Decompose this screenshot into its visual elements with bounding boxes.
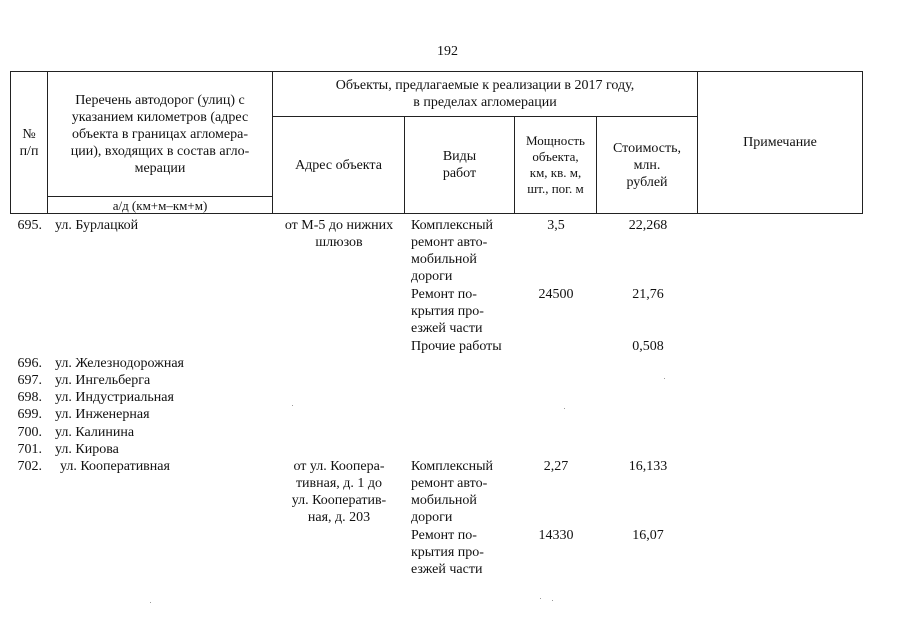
header-works: Виды работ — [442, 149, 477, 181]
object-address: от ул. Коопера- тивная, д. 1 до ул. Кооператив- ная, д. 203 — [291, 459, 387, 525]
street-name: ул. Калинина — [55, 425, 135, 440]
capacity-value: 2,27 — [543, 459, 569, 474]
street-name: ул. Ингельберга — [55, 373, 151, 388]
row-number: 700. — [17, 425, 42, 440]
scan-speck — [664, 378, 665, 379]
header-note: Примечание — [743, 135, 817, 150]
cost-value: 21,76 — [632, 287, 664, 302]
street-name: ул. Кирова — [55, 442, 119, 457]
street-name: ул. Кооперативная — [60, 459, 170, 474]
capacity-value: 14330 — [538, 528, 574, 543]
cost-value: 22,268 — [628, 218, 668, 233]
street-name: ул. Железнодорожная — [55, 356, 185, 371]
object-address: от М-5 до нижних шлюзов — [284, 218, 394, 250]
cost-value: 16,07 — [632, 528, 664, 543]
scan-speck — [150, 602, 151, 603]
header-cost: Стоимость, млн. рублей — [612, 140, 681, 190]
row-number: 698. — [17, 390, 42, 405]
header-right-border — [862, 71, 863, 214]
row-number: 701. — [17, 442, 42, 457]
street-name: ул. Инженерная — [55, 407, 150, 422]
work-type: Ремонт по- крытия про- езжей части — [411, 287, 484, 336]
header-num: № п/п — [19, 126, 39, 159]
row-number: 702. — [17, 459, 42, 474]
work-type: Ремонт по- крытия про- езжей части — [411, 528, 484, 577]
cost-value: 0,508 — [632, 339, 664, 354]
work-type: Прочие работы — [411, 339, 502, 354]
page-number: 192 — [437, 44, 458, 59]
scan-speck — [292, 405, 293, 406]
scan-speck — [552, 600, 553, 601]
row-number: 695. — [17, 218, 42, 233]
scan-speck — [564, 408, 565, 409]
street-name: ул. Бурлацкой — [55, 218, 139, 233]
row-number: 696. — [17, 356, 42, 371]
header-roads-km: а/д (км+м–км+м) — [112, 197, 208, 213]
street-name: ул. Индустриальная — [55, 390, 174, 405]
header-capacity: Мощность объекта, км, кв. м, шт., пог. м — [526, 133, 585, 196]
scan-speck — [540, 598, 541, 599]
capacity-value: 24500 — [538, 287, 574, 302]
row-number: 699. — [17, 407, 42, 422]
header-objects: Объекты, предлагаемые к реализации в 2017 году, в пределах агломерации — [335, 78, 635, 110]
work-type: Комплексный ремонт авто- мобильной дороги — [411, 459, 493, 525]
cost-value: 16,133 — [628, 459, 668, 474]
capacity-value: 3,5 — [547, 218, 565, 233]
row-number: 697. — [17, 373, 42, 388]
header-address: Адрес объекта — [295, 157, 382, 173]
header-roads: Перечень автодорог (улиц) с указанием километров (адрес объекта в границах агломера- ции), входящих в состав агло- мерации — [70, 92, 250, 176]
work-type: Комплексный ремонт авто- мобильной дороги — [411, 218, 493, 284]
